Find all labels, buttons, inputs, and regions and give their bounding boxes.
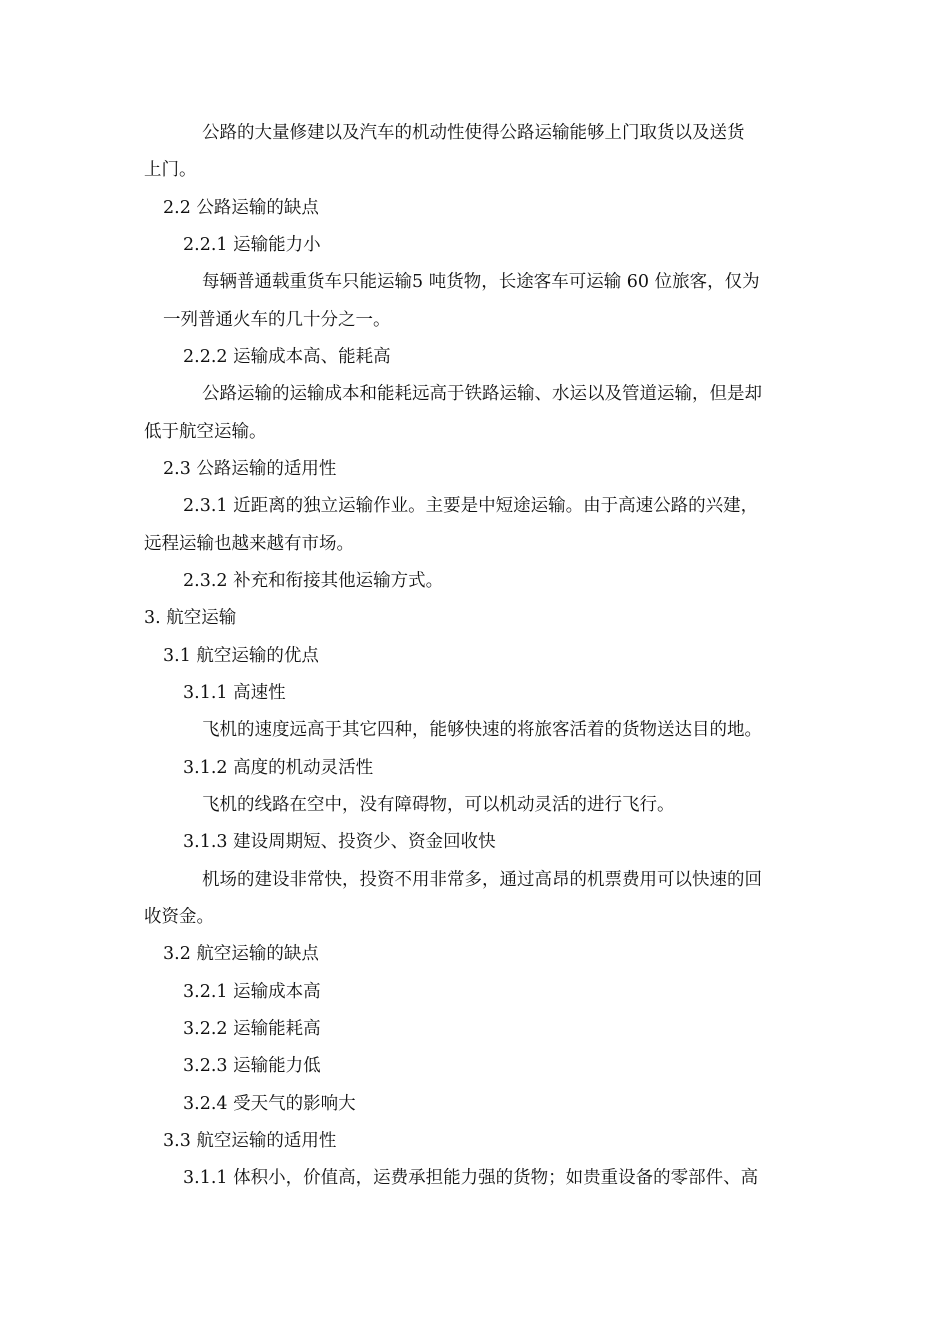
subsection-heading: 3.1.3 建设周期短、投资少、资金回收快 <box>183 832 496 852</box>
section-heading: 2.2 公路运输的缺点 <box>163 198 319 218</box>
subsection-heading: 2.2.1 运输能力小 <box>183 235 321 255</box>
subsection-heading: 3.2.1 运输成本高 <box>183 982 321 1002</box>
section-heading: 3.3 航空运输的适用性 <box>163 1131 337 1151</box>
paragraph-line: 每辆普通载重货车只能运输5 吨货物，长途客车可运输 60 位旅客，仅为 <box>202 272 760 292</box>
paragraph-line: 公路运输的运输成本和能耗远高于铁路运输、水运以及管道运输，但是却 <box>202 384 762 404</box>
paragraph-line: 远程运输也越来越有市场。 <box>144 534 354 554</box>
subsection-heading: 2.2.2 运输成本高、能耗高 <box>183 347 391 367</box>
paragraph-line: 机场的建设非常快，投资不用非常多，通过高昂的机票费用可以快速的回 <box>202 870 762 890</box>
subsection-heading: 3.2.4 受天气的影响大 <box>183 1094 356 1114</box>
subsection-heading: 2.3.2 补充和衔接其他运输方式。 <box>183 571 444 591</box>
paragraph-line: 飞机的线路在空中，没有障碍物，可以机动灵活的进行飞行。 <box>202 795 675 815</box>
paragraph-line: 飞机的速度远高于其它四种，能够快速的将旅客活着的货物送达目的地。 <box>202 720 762 740</box>
subsection-heading: 3.2.2 运输能耗高 <box>183 1019 321 1039</box>
paragraph-line: 一列普通火车的几十分之一。 <box>163 310 391 330</box>
paragraph-line: 收资金。 <box>144 907 214 927</box>
subsection-heading: 2.3.1 近距离的独立运输作业。主要是中短途运输。由于高速公路的兴建， <box>183 496 759 516</box>
subsection-heading: 3.2.3 运输能力低 <box>183 1056 321 1076</box>
paragraph-line: 公路的大量修建以及汽车的机动性使得公路运输能够上门取货以及送货 <box>202 123 745 143</box>
subsection-heading: 3.1.1 体积小，价值高，运费承担能力强的货物；如贵重设备的零部件、高 <box>183 1168 759 1188</box>
section-heading: 2.3 公路运输的适用性 <box>163 459 337 479</box>
paragraph-line: 低于航空运输。 <box>144 422 267 442</box>
subsection-heading: 3.1.1 高速性 <box>183 683 286 703</box>
paragraph-line: 上门。 <box>144 160 197 180</box>
chapter-heading: 3. 航空运输 <box>144 608 237 628</box>
section-heading: 3.1 航空运输的优点 <box>163 646 319 666</box>
subsection-heading: 3.1.2 高度的机动灵活性 <box>183 758 374 778</box>
section-heading: 3.2 航空运输的缺点 <box>163 944 319 964</box>
